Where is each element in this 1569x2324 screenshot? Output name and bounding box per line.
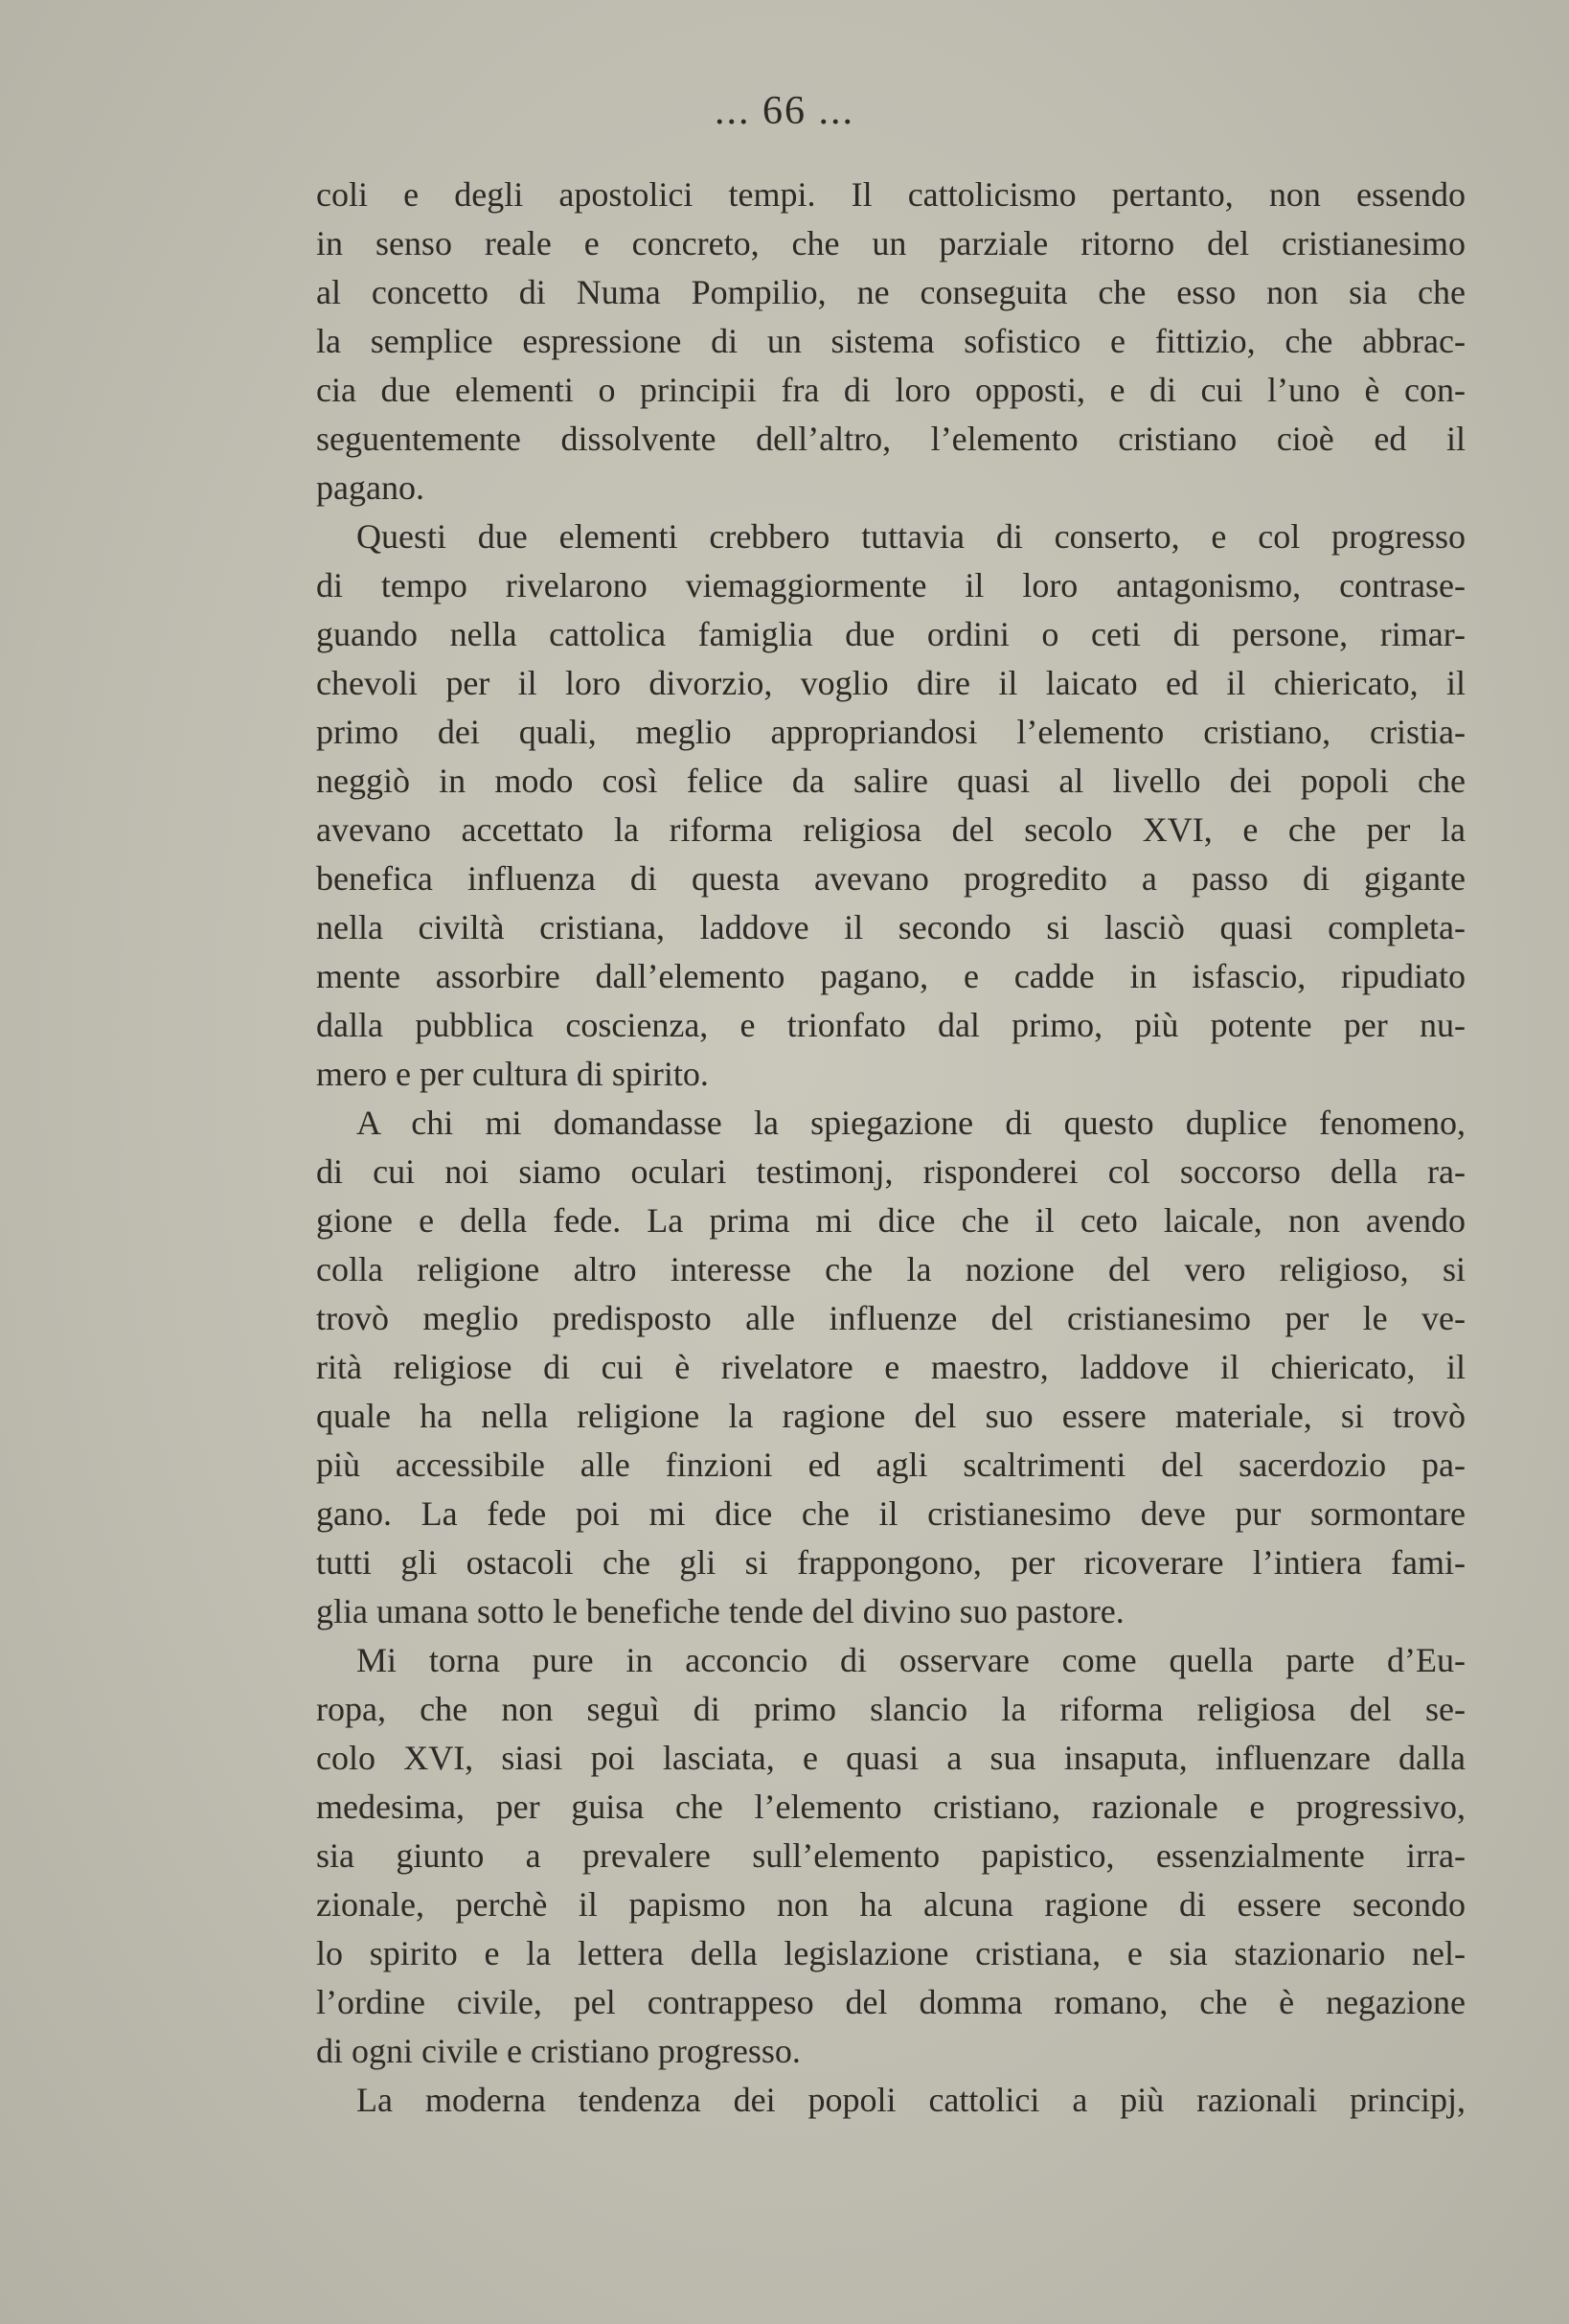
text-line: sia giunto a prevalere sull’elemento papistico, essenzialmente irra-: [316, 1836, 1466, 1875]
text-line: medesima, per guisa che l’elemento cristiano, razionale e progressivo,: [316, 1788, 1466, 1826]
page-number: ... 66 ...: [715, 89, 854, 133]
text-line: trovò meglio predisposto alle influenze del cristianesimo per le ve-: [316, 1299, 1466, 1337]
text-line: ropa, che non seguì di primo slancio la riforma religiosa del se-: [316, 1690, 1466, 1728]
text-line: lo spirito e la lettera della legislazione cristiana, e sia stazionario nel-: [316, 1934, 1466, 1972]
text-line: in senso reale e concreto, che un parziale ritorno del cristianesimo: [316, 224, 1466, 262]
text-line: coli e degli apostolici tempi. Il cattolicismo pertanto, non essendo: [316, 175, 1466, 214]
text-line: gione e della fede. La prima mi dice che il ceto laicale, non avendo: [316, 1201, 1466, 1240]
text-line: la semplice espressione di un sistema sofistico e fittizio, che abbrac-: [316, 322, 1466, 360]
text-line: gano. La fede poi mi dice che il cristianesimo deve pur sormontare: [316, 1494, 1466, 1533]
text-line: al concetto di Numa Pompilio, ne conseguita che esso non sia che: [316, 273, 1466, 311]
text-line: guando nella cattolica famiglia due ordini o ceti di persone, rimar-: [316, 615, 1466, 653]
text-line: glia umana sotto le benefiche tende del divino suo pastore.: [316, 1592, 1125, 1630]
text-line: avevano accettato la riforma religiosa del secolo XVI, e che per la: [316, 810, 1466, 849]
text-line: La moderna tendenza dei popoli cattolici a più razionali principj,: [356, 2081, 1466, 2119]
text-line: di ogni civile e cristiano progresso.: [316, 2032, 801, 2070]
text-line: neggiò in modo così felice da salire quasi al livello dei popoli che: [316, 762, 1466, 800]
text-line: colla religione altro interesse che la nozione del vero religioso, si: [316, 1250, 1466, 1288]
text-line: primo dei quali, meglio appropriandosi l’elemento cristiano, cristia-: [316, 713, 1466, 751]
text-line: Questi due elementi crebbero tuttavia di conserto, e col progresso: [356, 517, 1466, 556]
text-line: A chi mi domandasse la spiegazione di questo duplice fenomeno,: [356, 1104, 1466, 1142]
text-line: colo XVI, siasi poi lasciata, e quasi a sua insaputa, influenzare dalla: [316, 1739, 1466, 1777]
text-line: dalla pubblica coscienza, e trionfato dal primo, più potente per nu-: [316, 1006, 1466, 1044]
text-line: quale ha nella religione la ragione del suo essere materiale, si trovò: [316, 1397, 1466, 1435]
text-line: benefica influenza di questa avevano progredito a passo di gigante: [316, 859, 1466, 898]
text-line: chevoli per il loro divorzio, voglio dire il laicato ed il chiericato, il: [316, 664, 1466, 702]
text-line: mero e per cultura di spirito.: [316, 1055, 709, 1093]
text-line: zionale, perchè il papismo non ha alcuna ragione di essere secondo: [316, 1885, 1466, 1924]
text-line: rità religiose di cui è rivelatore e maestro, laddove il chiericato, il: [316, 1348, 1466, 1386]
text-line: Mi torna pure in acconcio di osservare come quella parte d’Eu-: [356, 1641, 1466, 1679]
text-line: mente assorbire dall’elemento pagano, e cadde in isfascio, ripudiato: [316, 957, 1466, 995]
text-line: seguentemente dissolvente dell’altro, l’elemento cristiano cioè ed il: [316, 420, 1466, 458]
text-line: più accessibile alle finzioni ed agli scaltrimenti del sacerdozio pa-: [316, 1446, 1466, 1484]
text-line: pagano.: [316, 468, 424, 507]
text-line: cia due elementi o principii fra di loro opposti, e di cui l’uno è con-: [316, 371, 1466, 409]
text-line: tutti gli ostacoli che gli si frappongono, per ricoverare l’intiera fami-: [316, 1543, 1466, 1582]
body-text: [316, 171, 1466, 2125]
text-line: di cui noi siamo oculari testimonj, risponderei col soccorso della ra-: [316, 1152, 1466, 1191]
text-line: nella civiltà cristiana, laddove il secondo si lasciò quasi completa-: [316, 908, 1466, 946]
text-line: l’ordine civile, pel contrappeso del domma romano, che è negazione: [316, 1983, 1466, 2021]
text-line: di tempo rivelarono viemaggiormente il loro antagonismo, contrase-: [316, 566, 1466, 604]
